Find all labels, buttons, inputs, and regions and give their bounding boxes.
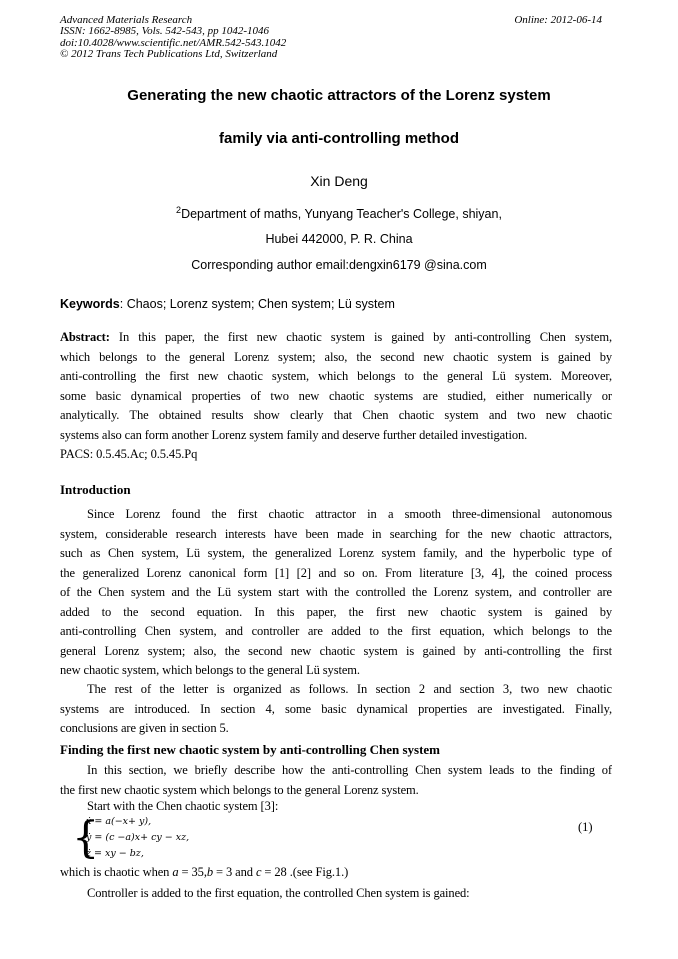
equation-number: (1) <box>578 820 593 834</box>
equation-line: ẋ = a(−x+ y), <box>86 816 152 827</box>
introduction-paragraph-2 <box>60 680 612 739</box>
affiliation-line2: Hubei 442000, P. R. China <box>265 232 413 246</box>
abstract-line1-text: In this paper, the first new chaotic system is gained by anti-controlling Chen system, <box>118 330 612 344</box>
abstract-line <box>60 328 612 348</box>
body-line: general Lorenz system; also, the second new chaotic system is gained by anti-controlling the first <box>60 643 612 658</box>
text-segment: = 35, <box>178 865 207 879</box>
abstract-label: Abstract: <box>60 330 110 344</box>
body-line: the generalized Lorenz canonical form [1] [2] and so on. From literature [3, 4], the coined process <box>60 565 612 580</box>
text-segment: = 3 and <box>213 865 256 879</box>
doi-line: doi:10.4028/www.scientific.net/AMR.542-543.1042 <box>60 36 287 49</box>
body-line: The rest of the letter is organized as follows. In section 2 and section 3, two new chaotic <box>87 682 612 696</box>
abstract-block <box>60 328 612 465</box>
paper-title-line2: family via anti-controlling method <box>218 130 460 147</box>
keywords-line <box>60 297 612 311</box>
body-line: In this section, we briefly describe how the anti-controlling Chen system leads to the finding of <box>87 763 612 777</box>
paper-title-line1: Generating the new chaotic attractors of the Lorenz system <box>127 87 551 104</box>
body-line: new chaotic system, which belongs to the general Lü system. <box>60 663 360 677</box>
abstract-line: which belongs to the general Lorenz system; also, the second new chaotic system is gained by <box>60 349 612 364</box>
body-line: systems are introduced. In section 4, some basic dynamical properties are investigated. Finally, <box>60 701 612 716</box>
body-line: such as Chen system, Lü system, the generalized Lorenz system family, and the hyperbolic type of <box>60 546 612 560</box>
text-segment: .(see Fig.1.) <box>286 865 349 879</box>
body-line: anti-controlling Chen system, and controller are added to the first equation, which belongs to the <box>60 624 612 638</box>
pacs-line: PACS: 0.5.45.Ac; 0.5.45.Pq <box>60 447 198 461</box>
text-segment: = 28 <box>261 865 287 879</box>
abstract-line: some basic dynamical properties of two new chaotic systems are studied, either numerically or <box>60 388 612 403</box>
equation-line: ż = xy − bz, <box>86 848 144 859</box>
left-brace: { <box>72 813 100 863</box>
body-line: the first new chaotic system which belongs to the general Lorenz system. <box>60 782 419 797</box>
author-name: Xin Deng <box>310 173 368 189</box>
body-line: Since Lorenz found the first chaotic attractor in a smooth three-dimensional autonomous <box>87 507 612 521</box>
variable-b: b <box>206 865 213 879</box>
body-line: conclusions are given in section 5. <box>60 721 229 735</box>
abstract-line: analytically. The obtained results show clearly that Chen chaotic system and two new chaotic <box>60 408 612 422</box>
affiliation-line1-text: Department of maths, Yunyang Teacher's College, shiyan, <box>181 207 502 222</box>
introduction-paragraph-1 <box>60 505 612 681</box>
variable-c: c <box>255 865 262 879</box>
keywords-text: : Chaos; Lorenz system; Chen system; Lü system <box>119 297 395 311</box>
journal-name: Advanced Materials Research <box>60 14 193 26</box>
issn-line: ISSN: 1662-8985, Vols. 542-543, pp 1042-1046 <box>60 25 269 38</box>
journal-header <box>60 15 612 61</box>
section2-paragraph-1 <box>60 761 612 800</box>
abstract-line: systems also can form another Lorenz system family and deserve further detailed investigation. <box>60 427 528 442</box>
introduction-heading: Introduction <box>60 482 131 497</box>
equation-line: ẏ = (c −a)x+ cy − xz, <box>86 832 190 843</box>
text-segment: which is chaotic when <box>60 865 173 879</box>
affiliation-line1 <box>0 205 678 221</box>
online-date: Online: 2012-06-14 <box>514 14 602 26</box>
body-line: of the Chen system and the Lü system start with the controlled the Lorenz system, and controller are <box>60 585 612 599</box>
body-line: added to the second equation. In this paper, the first new chaotic system is gained by <box>60 604 612 619</box>
affiliation-email: Corresponding author email:dengxin6179 @sina.com <box>191 258 487 272</box>
equation-1 <box>72 814 332 862</box>
section2-heading: Finding the first new chaotic system by anti-controlling Chen system <box>60 742 441 757</box>
body-line: system, considerable research interests have been made in searching for the new chaotic attractors, <box>60 526 612 541</box>
abstract-line: anti-controlling the first new chaotic system, which belongs to the general Lü system. Moreover, <box>60 369 612 383</box>
chaotic-parameters-line <box>60 863 612 883</box>
controller-line: Controller is added to the first equation, the controlled Chen system is gained: <box>87 886 470 900</box>
copyright-line: © 2012 Trans Tech Publications Ltd, Switzerland <box>60 48 278 61</box>
variable-a: a <box>172 865 179 879</box>
keywords-label: Keywords <box>60 297 120 311</box>
affiliation-superscript: 2 <box>176 205 182 215</box>
equation-intro-line: Start with the Chen chaotic system [3]: <box>87 799 279 813</box>
